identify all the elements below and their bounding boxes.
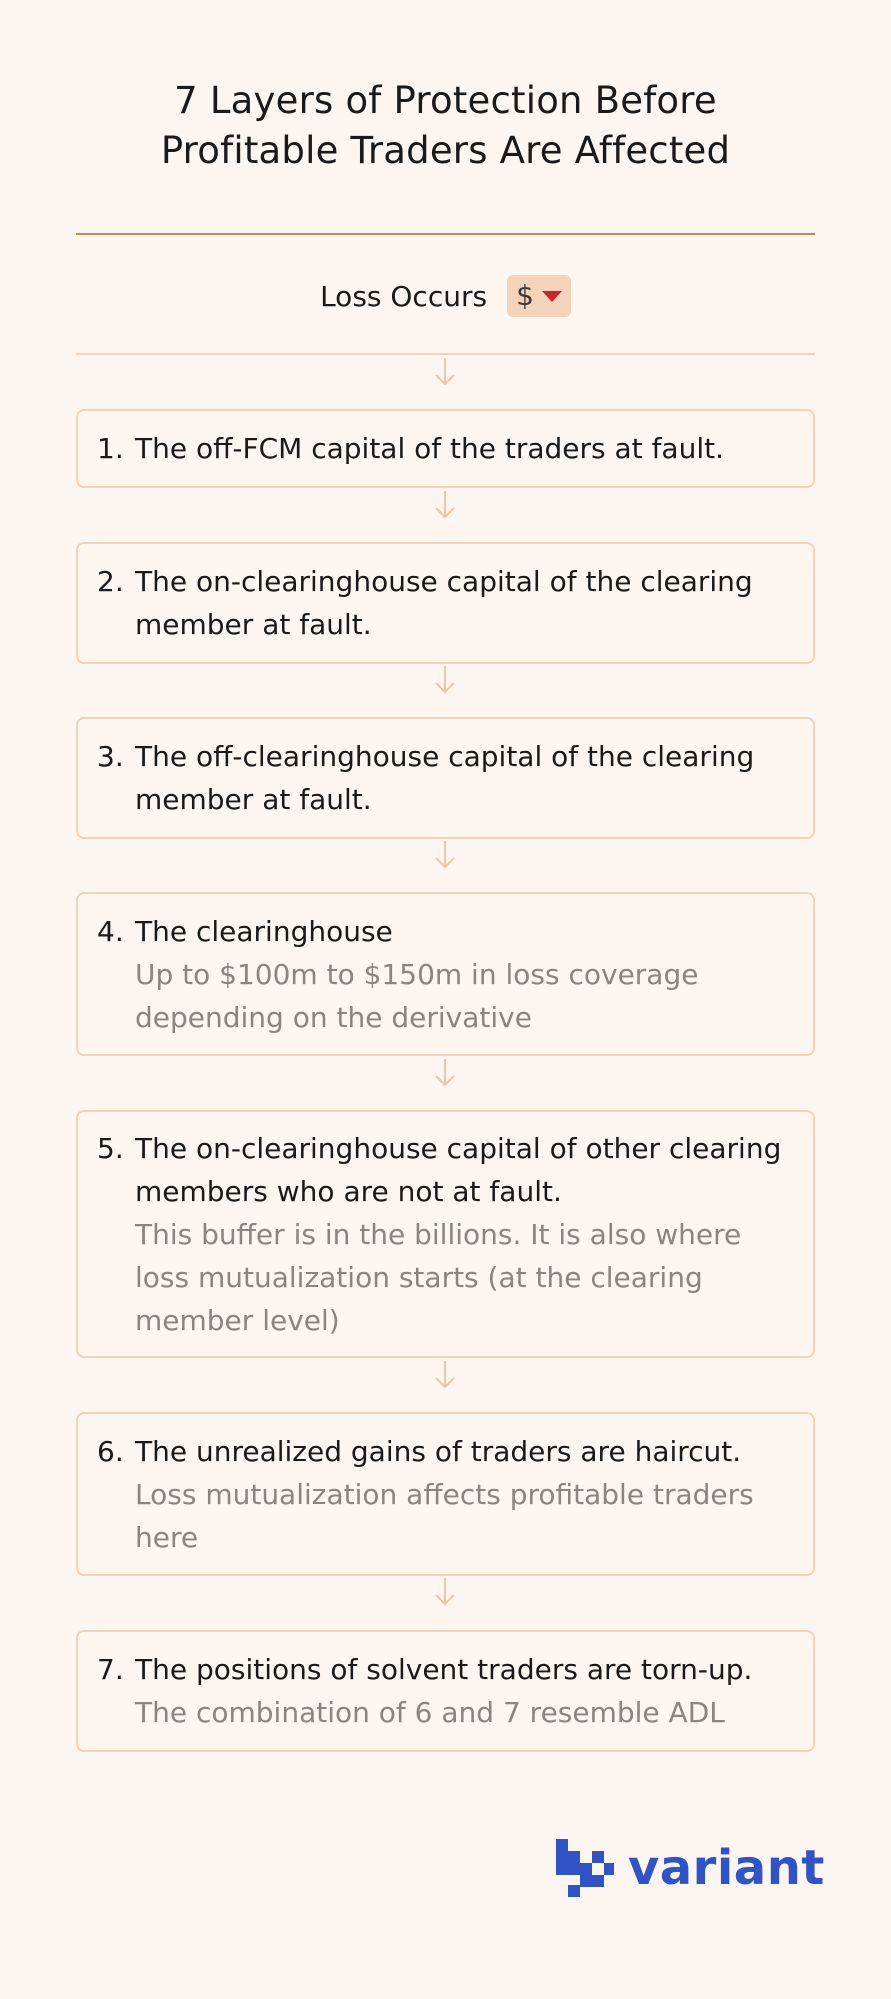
layer-number: 3. (97, 740, 124, 773)
layer-sub-text: Up to $100m to $150m in loss coverage depending on the derivative (135, 957, 699, 1034)
layer-sub-text: This buffer is in the billions. It is also where loss mutualization starts (at the clearing member level) (135, 1217, 742, 1337)
layer-box-4 (76, 892, 815, 1056)
layer-main-text: The on-clearinghouse capital of other clearing members who are not at fault. (135, 1131, 782, 1208)
title-line-2: Profitable Traders Are Affected (160, 129, 731, 172)
page-title (0, 76, 891, 176)
layer-main-text: The on-clearinghouse capital of the clearing member at fault. (135, 565, 753, 641)
layer-main-text: The off-FCM capital of the traders at fault. (135, 432, 724, 465)
layer-main-text: The off-clearinghouse capital of the clearing member at fault. (135, 740, 755, 816)
middle-divider (76, 353, 815, 355)
loss-badge (507, 275, 571, 317)
layer-number: 7. (97, 1653, 124, 1686)
layer-box-2 (76, 542, 815, 664)
dollar-sign: $ (516, 279, 534, 312)
loss-occurs-row (0, 268, 891, 324)
layer-box-6 (76, 1412, 815, 1576)
variant-logo-icon (556, 1839, 616, 1897)
down-arrow-icon (433, 1360, 457, 1390)
layer-box-5 (76, 1110, 815, 1358)
layer-number: 1. (97, 432, 124, 465)
layer-box-1 (76, 409, 815, 488)
down-arrow-icon (433, 840, 457, 870)
layer-number: 2. (97, 565, 124, 598)
down-arrow-icon (433, 357, 457, 387)
layer-main-text: The positions of solvent traders are torn-up. (135, 1653, 753, 1686)
down-arrow-icon (433, 1058, 457, 1088)
layer-number: 4. (97, 914, 124, 948)
layer-sub-text: Loss mutualization affects profitable traders here (135, 1477, 754, 1554)
layer-number: 5. (97, 1131, 124, 1165)
layer-box-3 (76, 717, 815, 839)
top-divider (76, 233, 815, 235)
layer-number: 6. (97, 1434, 124, 1468)
layer-sub-text: The combination of 6 and 7 resemble ADL (135, 1696, 725, 1729)
loss-occurs-label: Loss Occurs (320, 279, 488, 313)
layer-main-text: The clearinghouse (135, 914, 393, 948)
down-arrow-icon (433, 490, 457, 520)
layer-main-text: The unrealized gains of traders are haircut. (135, 1434, 742, 1468)
down-arrow-icon (433, 665, 457, 695)
down-arrow-icon (433, 1577, 457, 1607)
title-line-1: 7 Layers of Protection Before (174, 79, 717, 122)
brand-name: variant (628, 1840, 825, 1896)
layer-box-7 (76, 1630, 815, 1752)
red-down-triangle-icon (542, 291, 562, 302)
variant-logo (556, 1838, 825, 1898)
